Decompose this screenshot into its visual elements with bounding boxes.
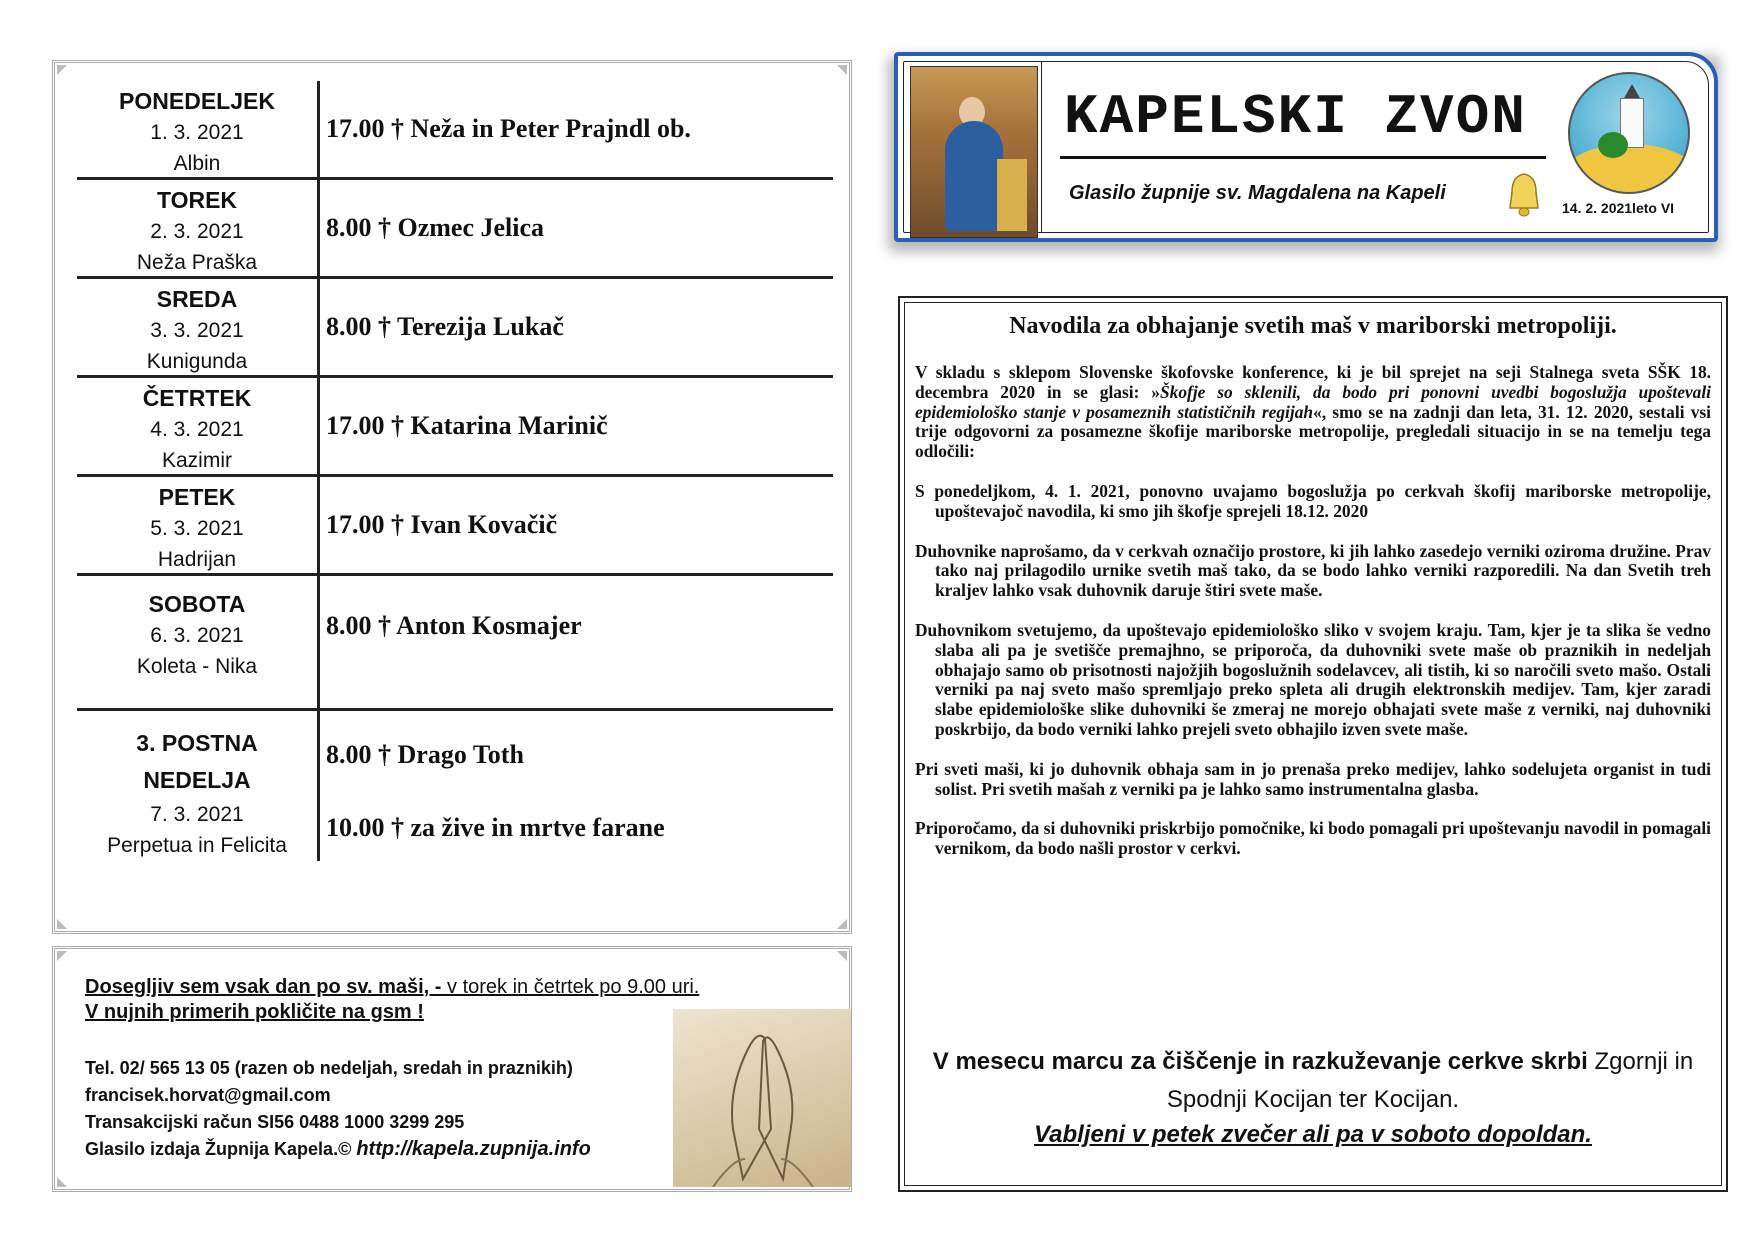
day-date: 7. 3. 2021	[150, 803, 244, 826]
schedule-row	[77, 180, 833, 279]
mass-entry: 8.00 † Ozmec Jelica	[326, 213, 545, 242]
corner-ornament	[57, 1177, 67, 1187]
corner-ornament	[837, 951, 847, 961]
day-date: 3. 3. 2021	[150, 319, 244, 342]
day-saint: Hadrijan	[157, 548, 237, 571]
availability-note	[85, 975, 699, 1025]
issue-date: 14. 2. 2021leto VI	[1562, 200, 1675, 216]
day-saint: Albin	[173, 152, 221, 175]
paragraph-text: V skladu s sklepom Slovenske škofovske konference, ki je bil sprejet na seji Stalnega sveta SŠK 18. decembra 2020 in se glasi: »	[915, 362, 1711, 402]
publisher-text: Glasilo izdaja Župnija Kapela.©	[85, 1139, 352, 1159]
welcome-note: Vabljeni v petek zvečer ali pa v soboto dopoldan.	[1034, 1121, 1592, 1148]
day-cell	[77, 279, 320, 375]
mass-entry: 8.00 † Anton Kosmajer	[326, 611, 582, 640]
day-date: 6. 3. 2021	[150, 624, 244, 647]
divider	[1041, 61, 1042, 233]
corner-ornament	[57, 919, 67, 929]
paragraph: Priporočamo, da si duhovniki priskrbijo pomočnike, ki bodo pomagali pri upoštevanju navodil in pomagali vernikom, da bodo našli prostor v cerkvi.	[915, 818, 1711, 859]
day-name: TOREK	[156, 187, 238, 213]
parish-emblem	[1568, 72, 1690, 194]
newsletter-subtitle: Glasilo župnije sv. Magdalena na Kapeli	[1069, 182, 1446, 204]
day-date: 1. 3. 2021	[150, 121, 244, 144]
paragraph-text: «, smo se na zadnji dan leta, 31. 12. 2020, sestali vsi trije odgovorni za posamezne škofije mariborske metropolije, pregledali situacijo in se na temelju tega odločili:	[915, 401, 1711, 462]
availability-hours: v torek in četrtek po 9.00 uri.	[441, 976, 700, 998]
masthead-inner-frame	[903, 61, 1709, 233]
cleaning-families: Zgornji in Spodnji Kocijan ter Kocijan.	[1166, 1048, 1694, 1113]
announcement-box	[898, 296, 1728, 1192]
day-name: ČETRTEK	[142, 385, 252, 411]
day-cell	[77, 711, 320, 861]
mass-schedule-table	[77, 81, 833, 861]
announcement-inner-frame	[904, 302, 1722, 1186]
masses-cell	[320, 576, 833, 708]
day-cell	[77, 180, 320, 276]
announcement-body	[915, 363, 1711, 879]
schedule-row	[77, 477, 833, 576]
publisher-line	[85, 1136, 591, 1163]
day-date: 5. 3. 2021	[150, 517, 244, 540]
masses-cell	[320, 81, 833, 177]
schedule-row	[77, 711, 833, 861]
figure-robe	[945, 121, 1003, 231]
paragraph: Duhovnike naprošamo, da v cerkvah označijo prostore, ki jih lahko zasedejo verniki oziroma družine. Prav tako naj prilagodilo urnike svetih maš tako, da se bodo lahko verniki razporedili. Na dan Svetih treh kraljev lahko vsak duhovnik daruje štiri svete maše.	[915, 540, 1711, 601]
mass-entry: 8.00 † Terezija Lukač	[326, 312, 564, 341]
contact-details	[85, 1055, 591, 1163]
mass-schedule-frame	[52, 60, 852, 934]
masses-cell	[320, 477, 833, 573]
day-name: PONEDELJEK	[119, 88, 275, 114]
lectern	[997, 159, 1027, 231]
quoted-decision: Škofje so sklenili, da bodo pri ponovni uvedbi bogoslužja upoštevali epidemiološko stanje v posameznih statističnih regijah	[915, 381, 1712, 422]
contact-box	[52, 946, 852, 1192]
day-saint: Koleta - Nika	[136, 655, 258, 678]
praying-hands-icon	[673, 1009, 851, 1187]
day-name: SOBOTA	[148, 591, 246, 617]
corner-ornament	[57, 65, 67, 75]
schedule-row	[77, 279, 833, 378]
day-saint: Perpetua in Felicita	[107, 834, 287, 857]
day-name: 3. POSTNA NEDELJA	[136, 730, 258, 793]
masses-cell	[320, 180, 833, 276]
emblem-hill	[1568, 144, 1690, 194]
day-saint: Kazimir	[161, 449, 232, 472]
schedule-row	[77, 81, 833, 180]
paragraph: Pri sveti maši, ki jo duhovnik obhaja sam in jo prenaša preko medijev, lahko sodelujeta organist in tudi solist. Pri svetih mašah z verniki pa je lahko samo instrumentalna glasba.	[915, 758, 1711, 799]
title-underline	[1060, 156, 1546, 159]
schedule-row	[77, 378, 833, 477]
mass-entry: 8.00 † Drago Toth	[326, 739, 524, 769]
paragraph: Duhovnikom svetujemo, da upoštevajo epidemiološko sliko v svojem kraju. Tam, kjer je ta slika še vedno slaba ali pa je svetišče premajhno, se priporoča, da duhovniki svete maše ob praznikih in nedeljah obhajajo samo ob prisotnosti najožjih bogoslužnih sodelavcev, ali tistih, ki so naročili sveto mašo. Ostali verniki pa naj sveto mašo spremljajo preko spleta ali drugih elektronskih medijev. Tam, kjer zaradi slabe epidemiološke slike duhovniki še zmeraj ne morejo obhajati svete maše z verniki, naj duhovniki poskrbijo, da bodo verniki lahko prejeli sveto obhajilo izven svete maše.	[915, 619, 1711, 739]
paragraph: S ponedeljkom, 4. 1. 2021, ponovno uvajamo bogoslužja po cerkvah škofij mariborske metropolije, upoštevajoč navodila, ki smo jih škofje sprejeli 18.12. 2020	[915, 480, 1711, 521]
praying-hands-image	[673, 1009, 851, 1187]
day-name: SREDA	[156, 286, 238, 312]
vine-leaf-icon	[1598, 132, 1628, 158]
corner-ornament	[837, 919, 847, 929]
corner-ornament	[57, 951, 67, 961]
corner-ornament	[837, 65, 847, 75]
mass-entry: 17.00 † Katarina Marinič	[326, 411, 608, 440]
bank-account-line: Transakcijski račun SI56 0488 1000 3299 295	[85, 1112, 465, 1132]
day-name: PETEK	[158, 484, 236, 510]
day-date: 4. 3. 2021	[150, 418, 244, 441]
masses-cell	[320, 378, 833, 474]
masses-cell	[320, 279, 833, 375]
phone-line: Tel. 02/ 565 13 05 (razen ob nedeljah, sredah in praznikih)	[85, 1058, 573, 1078]
mass-entry: 17.00 † Neža in Peter Prajndl ob.	[326, 114, 691, 143]
announcement-title: Navodila za obhajanje svetih maš v mariborski metropoliji.	[1009, 313, 1617, 339]
cleaning-bold: V mesecu marcu za čiščenje in razkuževanje cerkve skrbi	[932, 1048, 1588, 1075]
day-saint: Kunigunda	[146, 350, 248, 373]
masthead	[894, 52, 1718, 242]
day-saint: Neža Praška	[136, 251, 258, 274]
email-line[interactable]: francisek.horvat@gmail.com	[85, 1085, 331, 1105]
availability-bold: Dosegljiv sem vsak dan po sv. maši, -	[85, 976, 442, 998]
schedule-row	[77, 576, 833, 711]
cleaning-notice	[915, 1043, 1711, 1119]
day-cell	[77, 477, 320, 573]
mass-entry: 17.00 † Ivan Kovačič	[326, 510, 558, 539]
day-cell	[77, 576, 320, 708]
day-cell	[77, 81, 320, 177]
bell-icon	[1504, 170, 1544, 220]
paragraph	[915, 363, 1711, 462]
masses-cell	[320, 711, 833, 861]
urgent-note: V nujnih primerih pokličite na gsm !	[85, 1001, 424, 1023]
day-cell	[77, 378, 320, 474]
day-date: 2. 3. 2021	[150, 220, 244, 243]
newsletter-title: KAPELSKI ZVON	[1064, 85, 1527, 149]
mass-entry: 10.00 † za žive in mrtve farane	[326, 812, 665, 842]
website-link[interactable]: http://kapela.zupnija.info	[356, 1138, 591, 1160]
annunciation-image	[910, 66, 1038, 238]
